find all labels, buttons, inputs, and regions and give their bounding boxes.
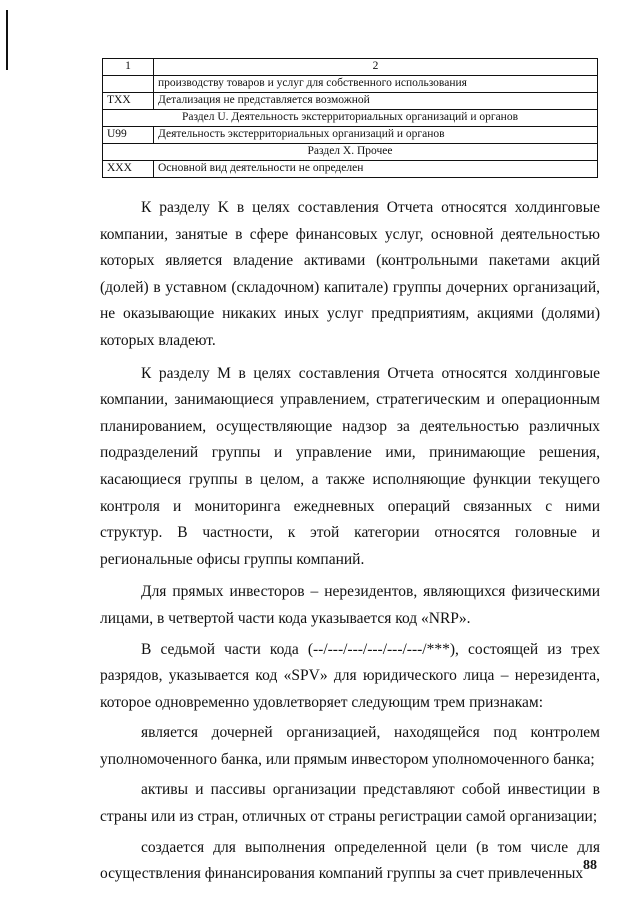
table-code-cell: TXX: [103, 93, 154, 110]
page-number: 88: [583, 858, 597, 873]
table-header-cell: 2: [154, 59, 598, 76]
table-code-cell: [103, 76, 154, 93]
table-row: [103, 93, 598, 110]
table-section-row: [103, 144, 598, 161]
table-header-row: [103, 59, 598, 76]
table-row: [103, 127, 598, 144]
table-code-cell: U99: [103, 127, 154, 144]
table-text-cell: производству товаров и услуг для собственного использования: [154, 76, 598, 93]
table-text-cell: Детализация не представляется возможной: [154, 93, 598, 110]
paragraph-spv-code: В седьмой части кода (--/---/---/---/---/---/***), состоящей из трех разрядов, указывается код «SPV» для юридического лица – нерезидента, которое одновременно удовлетворяет следующим трем признакам:: [100, 640, 600, 711]
table-code-cell: XXX: [103, 161, 154, 178]
table-text-cell: Деятельность экстерриториальных организаций и органов: [154, 127, 598, 144]
classification-table: [102, 58, 598, 178]
margin-mark: [6, 10, 8, 70]
paragraph-section-k: К разделу K в целях составления Отчета относятся холдинговые компании, занятые в сфере финансовых услуг, основной деятельностью которых является владение активами (контрольными пакетами акций (долей) в уставном (складочном) капитале) группы дочерних организаций, не оказывающие никаких иных услуг предприятиям, акциями (долями) которых владеют.: [100, 199, 600, 349]
table-section-row: [103, 110, 598, 127]
body-text: [100, 195, 600, 892]
paragraph-nrp-code: Для прямых инвесторов – нерезидентов, являющихся физическими лицами, в четвертой части кода указывается код «NRP».: [100, 583, 600, 627]
paragraph-criterion-1: является дочерней организацией, находящейся под контролем уполномоченного банка, или прямым инвестором уполномоченного банка;: [100, 724, 600, 768]
table-row: [103, 76, 598, 93]
table-section-heading: Раздел X. Прочее: [103, 144, 598, 161]
paragraph-criterion-3: создается для выполнения определенной цели (в том числе для осуществления финансирования компаний группы за счет привлеченных: [100, 838, 600, 883]
paragraph-criterion-2: активы и пассивы организации представляют собой инвестиции в страны или из стран, отличных от страны регистрации самой организации;: [100, 781, 600, 826]
paragraph-section-m: К разделу M в целях составления Отчета относятся холдинговые компании, занимающиеся управлением, стратегическим и операционным планированием, осуществляющие надзор за деятельностью различных подразделений группы и управление ими, принимающие решения, касающиеся группы в целом, а также исполняющие функции текущего контроля и мониторинга ежедневных операций связанных с ними структур. В частности, к этой категории относятся головные и региональные офисы группы компаний.: [100, 364, 600, 568]
table-section-heading: Раздел U. Деятельность экстерриториальных организаций и органов: [103, 110, 598, 127]
table-text-cell: Основной вид деятельности не определен: [154, 161, 598, 178]
table-header-cell: 1: [103, 59, 154, 76]
table-row: [103, 161, 598, 178]
